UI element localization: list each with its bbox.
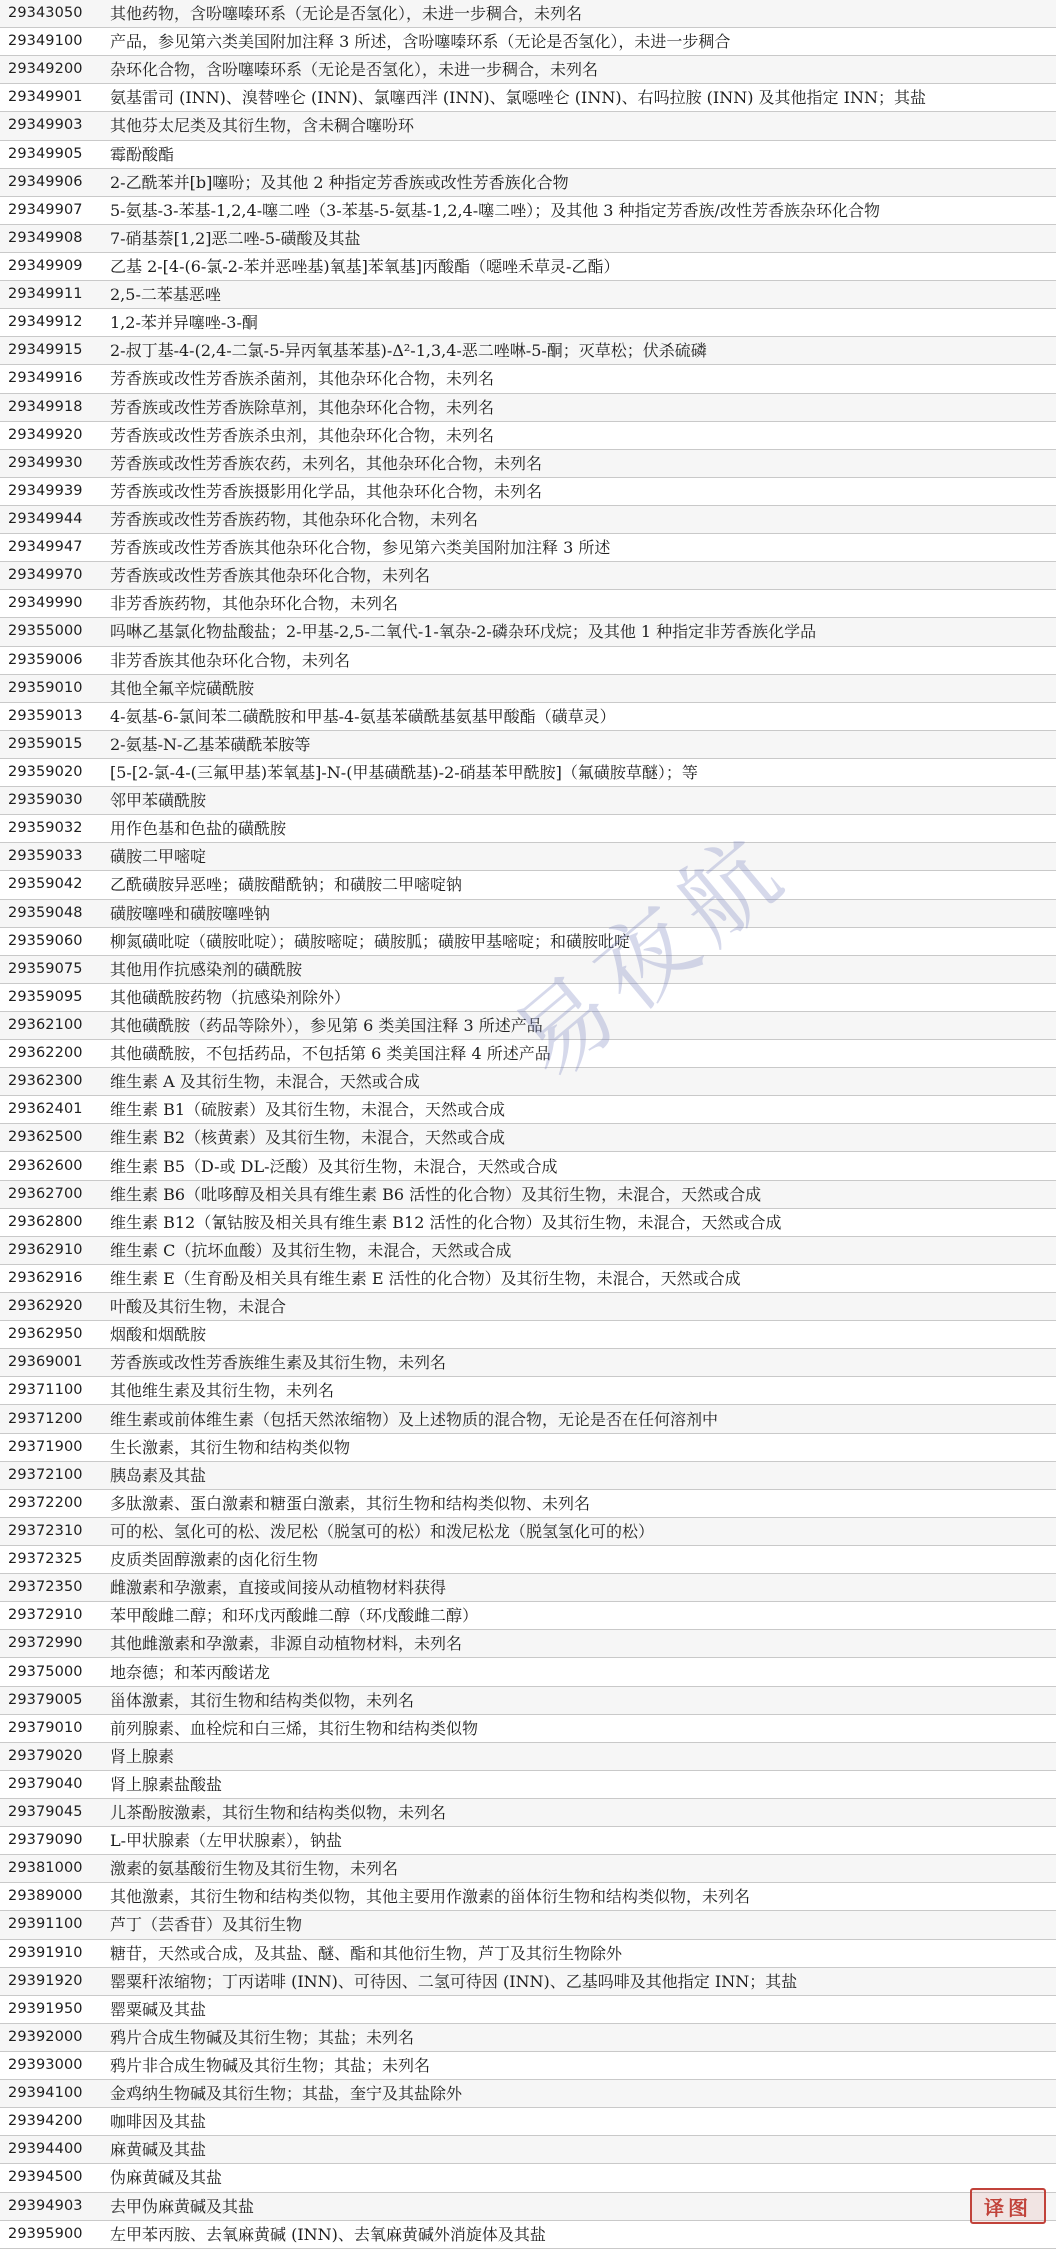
hts-code: 29362920 bbox=[8, 1298, 83, 1315]
code-description: 芳香族或改性芳香族维生素及其衍生物，未列名 bbox=[110, 1353, 447, 1373]
hts-code: 29359030 bbox=[8, 792, 83, 809]
hts-code: 29372200 bbox=[8, 1494, 83, 1511]
table-row bbox=[0, 28, 1056, 56]
hts-code: 29362800 bbox=[8, 1213, 83, 1230]
code-description: 维生素 B12（氰钴胺及相关具有维生素 B12 活性的化合物）及其衍生物，未混合，天然或合成 bbox=[110, 1212, 782, 1232]
table-row bbox=[0, 477, 1056, 505]
code-description: 芳香族或改性芳香族药物，其他杂环化合物，未列名 bbox=[110, 510, 479, 530]
code-description: 芳香族或改性芳香族杀菌剂，其他杂环化合物，未列名 bbox=[110, 369, 495, 389]
code-description: [5-[2-氯-4-(三氟甲基)苯氧基]-N-(甲基磺酰基)-2-硝基苯甲酰胺]（氟磺胺草醚）；等 bbox=[110, 763, 698, 782]
table-row bbox=[0, 1236, 1056, 1264]
code-description: 儿茶酚胺激素，其衍生物和结构类似物，未列名 bbox=[110, 1803, 447, 1823]
code-description: 用作色基和色盐的磺酰胺 bbox=[110, 819, 287, 839]
table-row bbox=[0, 843, 1056, 871]
table-row bbox=[0, 1770, 1056, 1798]
table-row bbox=[0, 2051, 1056, 2079]
table-row bbox=[0, 140, 1056, 168]
table-row bbox=[0, 1630, 1056, 1658]
hts-code: 29392000 bbox=[8, 2028, 83, 2045]
code-description: 去甲伪麻黄碱及其盐 bbox=[110, 2196, 255, 2216]
code-description: 芳香族或改性芳香族农药，未列名，其他杂环化合物，未列名 bbox=[110, 453, 543, 473]
hts-code: 29349930 bbox=[8, 454, 83, 471]
hts-code: 29349920 bbox=[8, 426, 83, 443]
table-row bbox=[0, 702, 1056, 730]
hts-code: 29372100 bbox=[8, 1466, 83, 1483]
code-description: 其他雌激素和孕激素，非源自动植物材料，未列名 bbox=[110, 1634, 463, 1654]
hts-code: 29349901 bbox=[8, 89, 83, 106]
hts-code: 29359095 bbox=[8, 988, 83, 1005]
table-row bbox=[0, 1124, 1056, 1152]
table-row bbox=[0, 1040, 1056, 1068]
table-row bbox=[0, 393, 1056, 421]
table-row bbox=[0, 1855, 1056, 1883]
code-description: 柳氮磺吡啶（磺胺吡啶）；磺胺嘧啶；磺胺胍；磺胺甲基嘧啶；和磺胺吡啶 bbox=[110, 931, 631, 951]
seal-stamp bbox=[970, 2188, 1046, 2224]
table-row bbox=[0, 562, 1056, 590]
hts-code: 29355000 bbox=[8, 623, 83, 640]
hts-code: 29362100 bbox=[8, 1016, 83, 1033]
code-description: 2,5-二苯基恶唑 bbox=[110, 285, 221, 305]
code-description: 2-乙酰苯并[b]噻吩；及其他 2 种指定芳香族或改性芳香族化合物 bbox=[110, 172, 569, 192]
table-row bbox=[0, 1096, 1056, 1124]
code-description: 芳香族或改性芳香族其他杂环化合物，未列名 bbox=[110, 566, 431, 586]
hts-code: 29371100 bbox=[8, 1382, 83, 1399]
table-row bbox=[0, 252, 1056, 280]
hts-code: 29372310 bbox=[8, 1522, 83, 1539]
table-row bbox=[0, 1489, 1056, 1517]
code-description: 罂粟碱及其盐 bbox=[110, 1999, 207, 2019]
code-description: 维生素 B5（D-或 DL-泛酸）及其衍生物，未混合，天然或合成 bbox=[110, 1156, 558, 1176]
hts-code: 29349911 bbox=[8, 286, 83, 303]
table-row bbox=[0, 674, 1056, 702]
table-row bbox=[0, 1068, 1056, 1096]
code-description: 甾体激素，其衍生物和结构类似物，未列名 bbox=[110, 1690, 415, 1710]
code-description: 7-硝基萘[1,2]恶二唑-5-磺酸及其盐 bbox=[110, 228, 361, 248]
code-description: 肾上腺素盐酸盐 bbox=[110, 1774, 223, 1794]
code-description: 糖苷，天然或合成，及其盐、醚、酯和其他衍生物，芦丁及其衍生物除外 bbox=[110, 1943, 623, 1963]
table-row bbox=[0, 787, 1056, 815]
hts-code: 29359032 bbox=[8, 820, 83, 837]
code-description: 芳香族或改性芳香族除草剂，其他杂环化合物，未列名 bbox=[110, 397, 495, 417]
code-description: 肾上腺素 bbox=[110, 1746, 175, 1766]
hts-code: 29349918 bbox=[8, 398, 83, 415]
hts-code: 29349907 bbox=[8, 201, 83, 218]
code-description: 维生素 B2（核黄素）及其衍生物，未混合，天然或合成 bbox=[110, 1128, 506, 1148]
table-row bbox=[0, 2192, 1056, 2220]
code-description: 鸦片非合成生物碱及其衍生物；其盐；未列名 bbox=[110, 2056, 431, 2076]
hts-code: 29362300 bbox=[8, 1073, 83, 1090]
hts-code: 29391100 bbox=[8, 1916, 83, 1933]
hts-code: 29359020 bbox=[8, 764, 83, 780]
table-row bbox=[0, 1995, 1056, 2023]
table-row bbox=[0, 1967, 1056, 1995]
table-row bbox=[0, 730, 1056, 758]
code-description: 其他用作抗感染剂的磺酰胺 bbox=[110, 959, 303, 979]
code-description: 金鸡纳生物碱及其衍生物；其盐，奎宁及其盐除外 bbox=[110, 2084, 463, 2104]
code-description: 其他激素，其衍生物和结构类似物，其他主要用作激素的甾体衍生物和结构类似物，未列名 bbox=[110, 1887, 751, 1907]
hts-code: 29359033 bbox=[8, 848, 83, 865]
table-row bbox=[0, 1405, 1056, 1433]
table-row bbox=[0, 168, 1056, 196]
table-row bbox=[0, 2023, 1056, 2051]
hts-code: 29394500 bbox=[8, 2169, 83, 2186]
table-row bbox=[0, 1602, 1056, 1630]
code-description: 可的松、氢化可的松、泼尼松（脱氢可的松）和泼尼松龙（脱氢氢化可的松） bbox=[110, 1521, 655, 1541]
table-row bbox=[0, 505, 1056, 533]
table-row bbox=[0, 1293, 1056, 1321]
code-description: 2-叔丁基-4-(2,4-二氯-5-异丙氧基苯基)-Δ²-1,3,4-恶二唑啉-5-酮；灭草松；伏杀硫磷 bbox=[110, 341, 707, 361]
hts-code: 29362200 bbox=[8, 1045, 83, 1062]
table-row bbox=[0, 646, 1056, 674]
table-row bbox=[0, 1011, 1056, 1039]
code-description: 雌激素和孕激素，直接或间接从动植物材料获得 bbox=[110, 1578, 447, 1598]
code-description: 4-氨基-6-氯间苯二磺酰胺和甲基-4-氨基苯磺酰基氨基甲酸酯（磺草灵） bbox=[110, 706, 616, 726]
table-row bbox=[0, 1321, 1056, 1349]
code-description: 其他药物，含吩噻嗪环系（无论是否氢化），未进一步稠合，未列名 bbox=[110, 4, 583, 24]
table-row bbox=[0, 365, 1056, 393]
table-row bbox=[0, 112, 1056, 140]
code-description: 维生素 E（生育酚及相关具有维生素 E 活性的化合物）及其衍生物，未混合，天然或合成 bbox=[110, 1268, 741, 1288]
hts-code: 29391910 bbox=[8, 1944, 83, 1961]
table-row bbox=[0, 899, 1056, 927]
hts-code: 29349915 bbox=[8, 342, 83, 359]
hts-code: 29349200 bbox=[8, 61, 83, 78]
code-description: 维生素或前体维生素（包括天然浓缩物）及上述物质的混合物，无论是否在任何溶剂中 bbox=[110, 1409, 719, 1429]
hts-code: 29362700 bbox=[8, 1185, 83, 1202]
table-row bbox=[0, 618, 1056, 646]
code-description: 产品，参见第六类美国附加注释 3 所述，含吩噻嗪环系（无论是否氢化），未进一步稠合 bbox=[110, 32, 731, 52]
hts-code: 29371200 bbox=[8, 1410, 83, 1427]
table-row bbox=[0, 1658, 1056, 1686]
code-description: 非芳香族药物，其他杂环化合物，未列名 bbox=[110, 594, 399, 614]
table-row bbox=[0, 871, 1056, 899]
table-row bbox=[0, 1574, 1056, 1602]
code-description: 鸦片合成生物碱及其衍生物；其盐；未列名 bbox=[110, 2027, 415, 2047]
table-row bbox=[0, 1433, 1056, 1461]
table-row bbox=[0, 590, 1056, 618]
table-row bbox=[0, 309, 1056, 337]
code-description: 苯甲酸雌二醇；和环戊丙酸雌二醇（环戊酸雌二醇） bbox=[110, 1606, 479, 1626]
hts-code: 29391920 bbox=[8, 1972, 83, 1989]
code-description: 皮质类固醇激素的卤化衍生物 bbox=[110, 1550, 319, 1570]
code-description: 磺胺噻唑和磺胺噻唑钠 bbox=[110, 903, 271, 923]
table-row bbox=[0, 196, 1056, 224]
hts-code: 29349100 bbox=[8, 33, 83, 50]
table-row bbox=[0, 1517, 1056, 1545]
code-description: 吗啉乙基氯化物盐酸盐；2-甲基-2,5-二氧代-1-氧杂-2-磷杂环戊烷；及其他 1 种指定非芳香族化学品 bbox=[110, 622, 817, 642]
table-row bbox=[0, 337, 1056, 365]
table-row bbox=[0, 1714, 1056, 1742]
code-description: 叶酸及其衍生物，未混合 bbox=[110, 1297, 287, 1317]
table-row bbox=[0, 955, 1056, 983]
table-row bbox=[0, 56, 1056, 84]
table-row bbox=[0, 1208, 1056, 1236]
hts-code: 29359075 bbox=[8, 960, 83, 977]
table-row bbox=[0, 2220, 1056, 2248]
hts-code: 29394903 bbox=[8, 2197, 83, 2214]
code-description: 其他磺酰胺药物（抗感染剂除外） bbox=[110, 987, 351, 1007]
hts-code: 29375000 bbox=[8, 1663, 83, 1680]
seal-text: 译图 bbox=[984, 2195, 1032, 2220]
code-description: 其他维生素及其衍生物，未列名 bbox=[110, 1381, 335, 1401]
table-row bbox=[0, 2108, 1056, 2136]
table-row bbox=[0, 1461, 1056, 1489]
code-description: 磺胺二甲嘧啶 bbox=[110, 847, 207, 867]
hts-code: 29359042 bbox=[8, 876, 83, 893]
watermark: 易夜航 bbox=[492, 810, 809, 1102]
hts-code: 29379020 bbox=[8, 1747, 83, 1764]
code-description: 地奈德；和苯丙酸诺龙 bbox=[110, 1662, 271, 1682]
hts-code: 29394100 bbox=[8, 2085, 83, 2102]
code-description: 1,2-苯并异噻唑-3-酮 bbox=[110, 313, 258, 333]
code-description: 芳香族或改性芳香族摄影用化学品，其他杂环化合物，未列名 bbox=[110, 481, 543, 501]
hts-code: 29362910 bbox=[8, 1241, 83, 1258]
hts-code: 29349970 bbox=[8, 567, 83, 584]
hts-code: 29362916 bbox=[8, 1269, 83, 1286]
hts-code: 29349916 bbox=[8, 370, 83, 387]
code-description: 咖啡因及其盐 bbox=[110, 2112, 207, 2132]
table-row bbox=[0, 0, 1056, 28]
table-row bbox=[0, 1939, 1056, 1967]
hts-code: 29349939 bbox=[8, 482, 83, 499]
hts-code: 29359060 bbox=[8, 932, 83, 949]
code-description: 激素的氨基酸衍生物及其衍生物，未列名 bbox=[110, 1859, 399, 1879]
code-description: 维生素 B1（硫胺素）及其衍生物，未混合，天然或合成 bbox=[110, 1100, 506, 1120]
hts-code: 29349905 bbox=[8, 145, 83, 162]
table-row bbox=[0, 1546, 1056, 1574]
hts-code: 29343050 bbox=[8, 5, 83, 22]
hts-code: 29372325 bbox=[8, 1551, 83, 1568]
code-description: 其他磺酰胺，不包括药品，不包括第 6 类美国注释 4 所述产品 bbox=[110, 1044, 551, 1064]
code-description: 2-氨基-N-乙基苯磺酰苯胺等 bbox=[110, 734, 311, 754]
table-row bbox=[0, 1349, 1056, 1377]
hts-code: 29359006 bbox=[8, 651, 83, 668]
code-description: 伪麻黄碱及其盐 bbox=[110, 2168, 223, 2188]
hts-code: 29372350 bbox=[8, 1579, 83, 1596]
code-description: 罂粟秆浓缩物；丁丙诺啡 (INN)、可待因、二氢可待因 (INN)、乙基吗啡及其他指定 INN；其盐 bbox=[110, 1971, 798, 1991]
code-description: 乙基 2-[4-(6-氯-2-苯并恶唑基)氧基]苯氧基]丙酸酯（噁唑禾草灵-乙酯） bbox=[110, 257, 620, 277]
code-description: 氨基雷司 (INN)、溴替唑仑 (INN)、氯噻西泮 (INN)、氯噁唑仑 (INN)、右吗拉胺 (INN) 及其他指定 INN；其盐 bbox=[110, 88, 926, 108]
code-description: 非芳香族其他杂环化合物，未列名 bbox=[110, 650, 351, 670]
table-row bbox=[0, 1799, 1056, 1827]
hts-code: 29349909 bbox=[8, 258, 83, 275]
hts-code: 29369001 bbox=[8, 1354, 83, 1371]
table-row bbox=[0, 1827, 1056, 1855]
code-description: 烟酸和烟酰胺 bbox=[110, 1325, 207, 1345]
code-description: 麻黄碱及其盐 bbox=[110, 2140, 207, 2160]
hts-code: 29359013 bbox=[8, 707, 83, 724]
code-description: 前列腺素、血栓烷和白三烯，其衍生物和结构类似物 bbox=[110, 1718, 479, 1738]
hts-code: 29394400 bbox=[8, 2141, 83, 2158]
code-description: 其他磺酰胺（药品等除外），参见第 6 类美国注释 3 所述产品 bbox=[110, 1015, 543, 1035]
hts-code: 29349903 bbox=[8, 117, 83, 134]
code-description: 芳香族或改性芳香族杀虫剂，其他杂环化合物，未列名 bbox=[110, 425, 495, 445]
table-row bbox=[0, 224, 1056, 252]
hts-code: 29359010 bbox=[8, 679, 83, 696]
table-row bbox=[0, 1742, 1056, 1770]
code-description: 维生素 A 及其衍生物，未混合，天然或合成 bbox=[110, 1072, 420, 1092]
hts-code: 29349912 bbox=[8, 314, 83, 331]
hts-code: 29379045 bbox=[8, 1804, 83, 1821]
code-description: 维生素 B6（吡哆醇及相关具有维生素 B6 活性的化合物）及其衍生物，未混合，天然或合成 bbox=[110, 1184, 762, 1204]
table-row bbox=[0, 2080, 1056, 2108]
table-row bbox=[0, 449, 1056, 477]
code-description: L-甲状腺素（左甲状腺素），钠盐 bbox=[110, 1831, 343, 1851]
table-row bbox=[0, 2136, 1056, 2164]
hts-code: 29394200 bbox=[8, 2113, 83, 2130]
table-row bbox=[0, 2164, 1056, 2192]
hts-code: 29349906 bbox=[8, 173, 83, 190]
hts-code: 29395900 bbox=[8, 2225, 83, 2242]
code-description: 左甲苯丙胺、去氧麻黄碱 (INN)、去氧麻黄碱外消旋体及其盐 bbox=[110, 2224, 546, 2244]
hts-code: 29391950 bbox=[8, 2000, 83, 2017]
table-row bbox=[0, 281, 1056, 309]
table-row bbox=[0, 84, 1056, 112]
code-description: 杂环化合物，含吩噻嗪环系（无论是否氢化），未进一步稠合，未列名 bbox=[110, 60, 599, 80]
hts-code: 29379005 bbox=[8, 1691, 83, 1708]
code-description: 乙酰磺胺异恶唑；磺胺醋酰钠；和磺胺二甲嘧啶钠 bbox=[110, 875, 463, 895]
hts-code: 29362950 bbox=[8, 1326, 83, 1343]
table-row bbox=[0, 1686, 1056, 1714]
hts-code: 29372910 bbox=[8, 1607, 83, 1624]
hts-code: 29362600 bbox=[8, 1157, 83, 1174]
table-row bbox=[0, 1377, 1056, 1405]
hts-code: 29362500 bbox=[8, 1129, 83, 1146]
table-row bbox=[0, 1180, 1056, 1208]
hts-code: 29389000 bbox=[8, 1888, 83, 1905]
table-row bbox=[0, 1152, 1056, 1180]
hts-code: 29379040 bbox=[8, 1775, 83, 1792]
code-description: 胰岛素及其盐 bbox=[110, 1465, 207, 1485]
table-row bbox=[0, 983, 1056, 1011]
hts-code: 29349990 bbox=[8, 595, 83, 612]
hts-code: 29359048 bbox=[8, 904, 83, 921]
code-description: 邻甲苯磺酰胺 bbox=[110, 791, 207, 811]
code-description: 霉酚酸酯 bbox=[110, 144, 175, 164]
table-row bbox=[0, 815, 1056, 843]
code-description: 5-氨基-3-苯基-1,2,4-噻二唑（3-苯基-5-氨基-1,2,4-噻二唑）；及其他 3 种指定芳香族/改性芳香族杂环化合物 bbox=[110, 200, 880, 220]
code-description: 芦丁（芸香苷）及其衍生物 bbox=[110, 1915, 303, 1935]
table-row bbox=[0, 927, 1056, 955]
hts-code: 29379010 bbox=[8, 1719, 83, 1736]
hts-code: 29381000 bbox=[8, 1860, 83, 1877]
code-description: 其他全氟辛烷磺酰胺 bbox=[110, 678, 255, 698]
hts-code: 29359015 bbox=[8, 735, 83, 752]
table-row bbox=[0, 758, 1056, 786]
hts-code: 29349944 bbox=[8, 511, 83, 528]
hts-code: 29379090 bbox=[8, 1832, 83, 1849]
hts-code: 29371900 bbox=[8, 1438, 83, 1455]
table-row bbox=[0, 421, 1056, 449]
hts-code: 29349947 bbox=[8, 539, 83, 556]
hts-code: 29372990 bbox=[8, 1635, 83, 1652]
hts-code: 29362401 bbox=[8, 1101, 83, 1118]
code-description: 维生素 C（抗坏血酸）及其衍生物，未混合，天然或合成 bbox=[110, 1240, 512, 1260]
code-description: 生长激素，其衍生物和结构类似物 bbox=[110, 1437, 351, 1457]
table-row bbox=[0, 1264, 1056, 1292]
table-row bbox=[0, 534, 1056, 562]
code-description: 其他芬太尼类及其衍生物，含未稠合噻吩环 bbox=[110, 116, 415, 136]
hts-code: 29349908 bbox=[8, 229, 83, 246]
table-row bbox=[0, 1883, 1056, 1911]
hts-code: 29393000 bbox=[8, 2057, 83, 2074]
code-description: 芳香族或改性芳香族其他杂环化合物，参见第六类美国附加注释 3 所述 bbox=[110, 538, 611, 558]
code-description: 多肽激素、蛋白激素和糖蛋白激素，其衍生物和结构类似物、未列名 bbox=[110, 1493, 591, 1513]
table-row bbox=[0, 1911, 1056, 1939]
